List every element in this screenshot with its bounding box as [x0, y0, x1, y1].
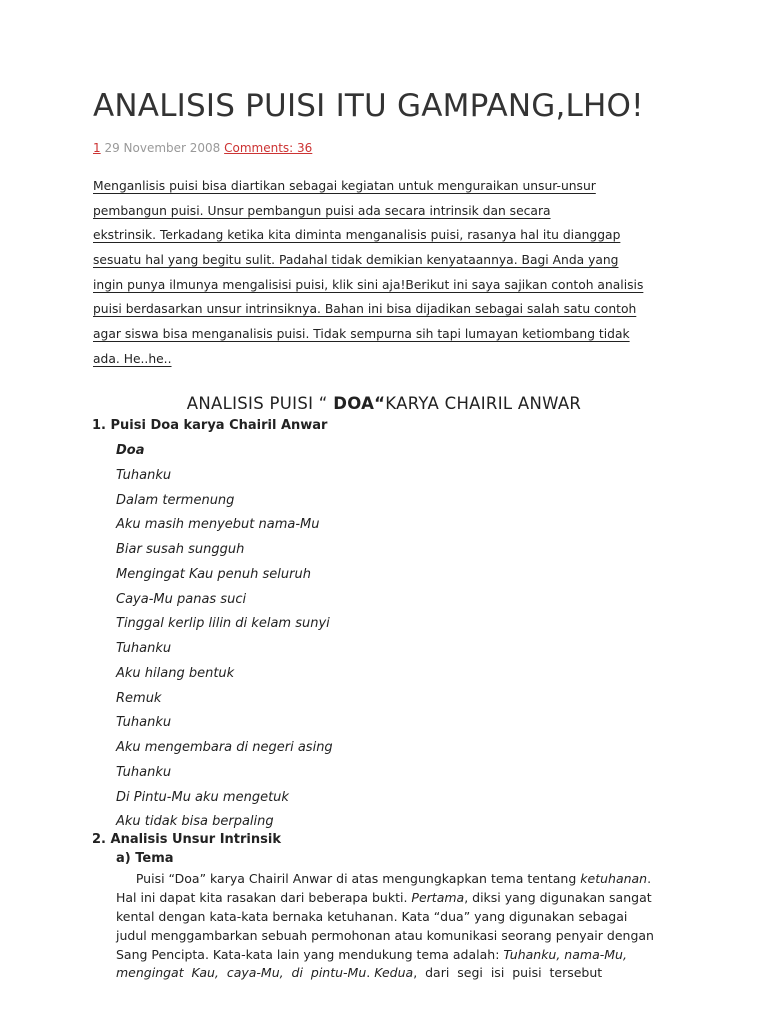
sub-heading-tema: a) Tema: [116, 851, 174, 866]
intro-paragraph[interactable]: [93, 175, 683, 373]
poem: [116, 441, 333, 837]
post-meta: [93, 141, 312, 155]
poem-line: Aku masih menyebut nama-Mu: [116, 517, 320, 533]
intro-line: Menganlisis puisi bisa diartikan sebagai kegiatan untuk menguraikan unsur-unsur: [93, 179, 596, 193]
intro-line: ingin punya ilmunya mengalisisi puisi, klik sini aja!Berikut ini saya sajikan contoh analisis: [93, 277, 644, 292]
poem-line: Mengingat Kau penuh seluruh: [116, 566, 311, 582]
author-link[interactable]: 1: [93, 141, 101, 155]
analysis-line: Hal ini dapat kita rasakan dari beberapa bukti. Pertama , diksi yang digunakan sangat: [116, 889, 652, 905]
poem-line: Tuhanku: [116, 764, 172, 780]
poem-line: Aku tidak bisa berpaling: [116, 814, 274, 830]
analysis-line: Sang Pencipta. Kata-kata lain yang mendukung tema adalah: Tuhanku, nama-Mu,: [116, 946, 627, 962]
intro-line: puisi berdasarkan unsur intrinsiknya. Bahan ini bisa dijadikan sebagai salah satu contoh: [93, 302, 637, 317]
comments-link[interactable]: Comments: 36: [224, 141, 313, 155]
poem-line: Aku hilang bentuk: [116, 665, 235, 681]
post-title: ANALISIS PUISI ITU GAMPANG,LHO!: [93, 88, 644, 124]
poem-title: Doa: [116, 443, 145, 458]
poem-line: Tinggal kerlip lilin di kelam sunyi: [116, 616, 330, 632]
poem-line: Tuhanku: [116, 715, 172, 731]
heading-analysis: 2. Analisis Unsur Intrinsik: [92, 832, 281, 847]
section-title: ANALISIS PUISI “ DOA“KARYA CHAIRIL ANWAR: [186, 394, 582, 413]
analysis-line: kental dengan kata-kata bernaka ketuhanan. Kata “dua” yang digunakan sebagai: [116, 908, 628, 924]
intro-line: sesuatu hal yang begitu sulit. Padahal tidak demikian kenyataannya. Bagi Anda yang: [93, 253, 619, 268]
poem-line: Aku mengembara di negeri asing: [116, 740, 333, 755]
analysis-paragraph: [116, 870, 675, 983]
analysis-line: mengingat Kau, caya-Mu, di pintu-Mu . Kedua , dari segi isi puisi tersebut: [116, 965, 603, 981]
poem-line: Di Pintu-Mu aku mengetuk: [116, 789, 289, 805]
analysis-line: Puisi “Doa” karya Chairil Anwar di atas mengungkapkan tema tentang ketuhanan .: [116, 871, 652, 886]
heading-poem: 1. Puisi Doa karya Chairil Anwar: [92, 418, 328, 433]
poem-line: Tuhanku: [116, 641, 172, 656]
intro-line: agar siswa bisa menganalisis puisi. Tidak sempurna sih tapi lumayan ketiombang tidak: [93, 327, 630, 342]
poem-line: Caya-Mu panas suci: [116, 591, 247, 607]
analysis-line: judul menggambarkan sebuah permohonan atau komunikasi seorang penyair dengan: [116, 927, 654, 943]
post-date: 29 November 2008: [100, 141, 225, 155]
intro-line: pembangun puisi. Unsur pembangun puisi ada secara intrinsik dan secara: [93, 203, 551, 218]
poem-line: Biar susah sungguh: [116, 542, 245, 557]
intro-line: ada. He..he..: [93, 351, 172, 366]
intro-line: ekstrinsik. Terkadang ketika kita diminta menganalisis puisi, rasanya hal itu dianggap: [93, 228, 621, 243]
poem-line: Dalam termenung: [116, 492, 235, 508]
poem-line: Tuhanku: [116, 467, 172, 483]
poem-line: Remuk: [116, 690, 162, 706]
